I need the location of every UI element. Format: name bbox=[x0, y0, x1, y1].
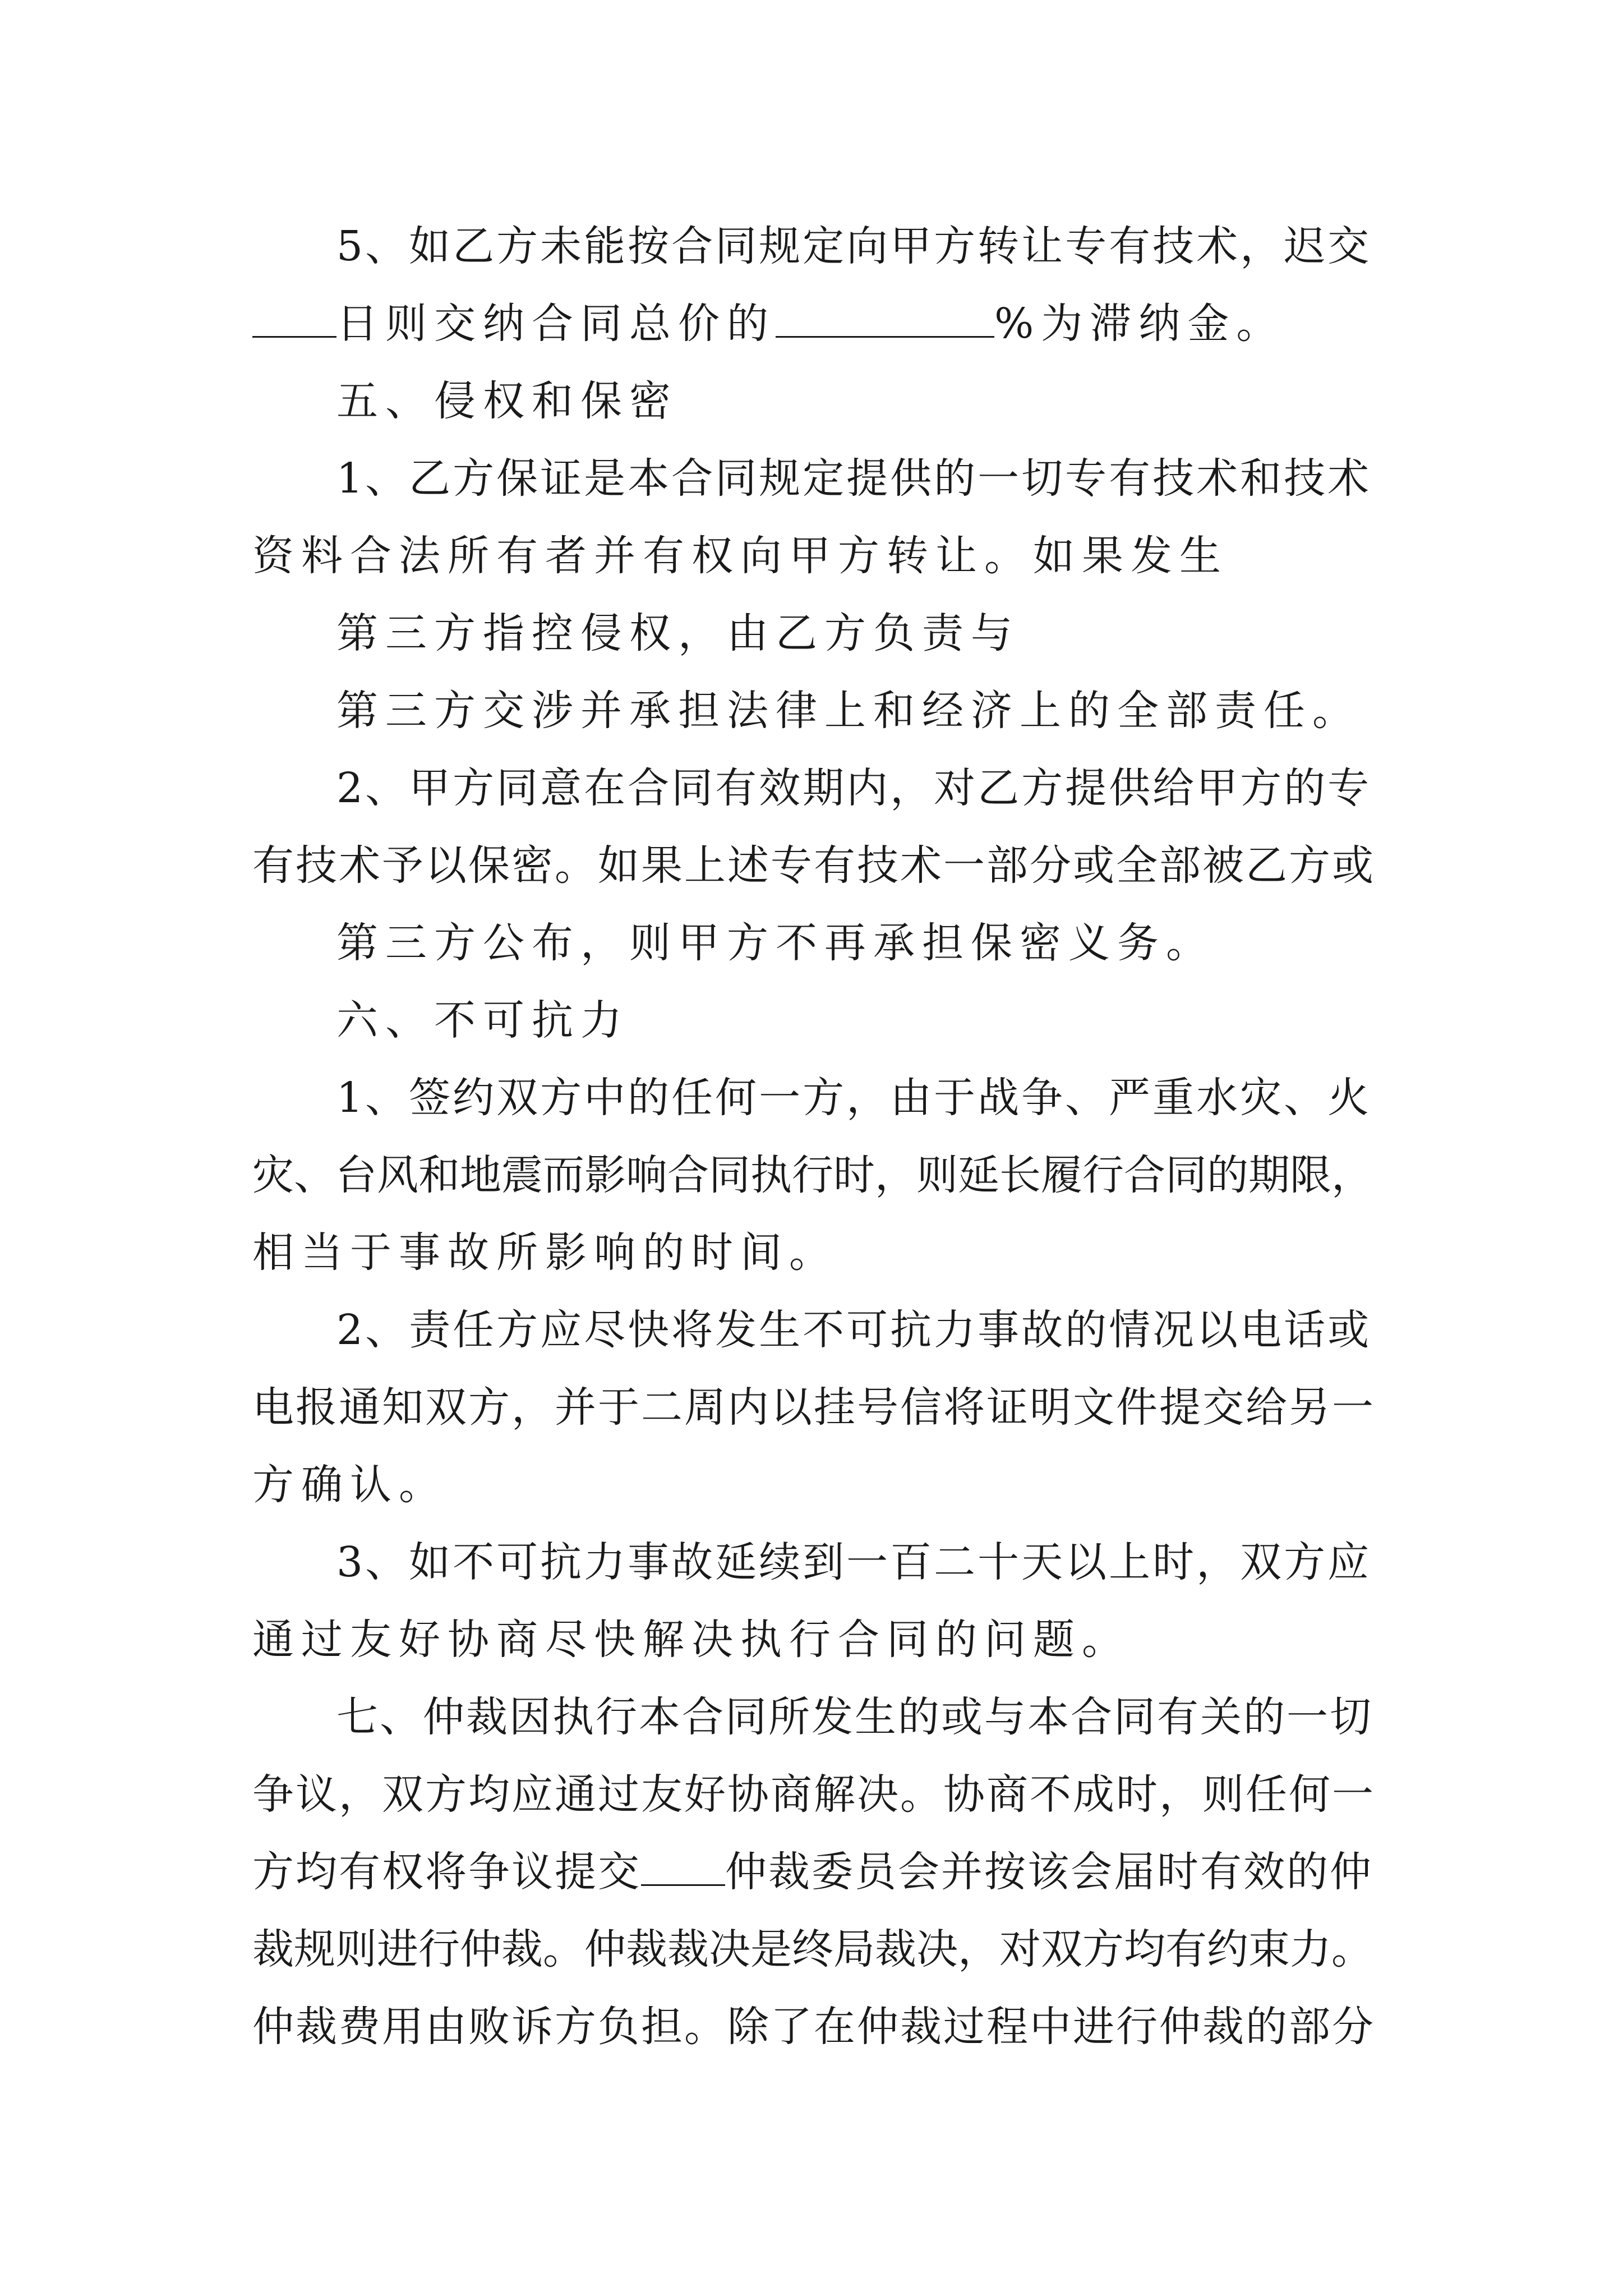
section-7-line-2: 争议，双方均应通过友好协商解决。协商不成时，则任何一 bbox=[252, 1770, 1375, 1819]
clause-5-line-2 bbox=[252, 285, 1380, 362]
section-7-line-1: 七、仲裁因执行本合同所发生的或与本合同有关的一切 bbox=[336, 1693, 1373, 1741]
section-7-line-5: 仲裁费用由败诉方负担。除了在仲裁过程中进行仲裁的部分 bbox=[252, 2003, 1375, 2051]
s6-item-1-line-3: 相当于事故所影响的时间。 bbox=[252, 1228, 838, 1277]
blank-arbitration-body-field bbox=[641, 1852, 725, 1886]
clause-5-text-b: %为滞纳金。 bbox=[994, 300, 1285, 348]
s5-item-1-line-3: 第三方指控侵权，由乙方负责与 bbox=[336, 609, 1020, 657]
s5-item-1-line-4: 第三方交涉并承担法律上和经济上的全部责任。 bbox=[336, 687, 1361, 735]
section-7-line-3 bbox=[252, 1833, 1380, 1911]
s6-item-1-line-2: 灾、台风和地震而影响合同执行时，则延长履行合同的期限， bbox=[252, 1151, 1373, 1199]
contract-body bbox=[252, 208, 1380, 2065]
s6-item-3-line-1: 3、如不可抗力事故延续到一百二十天以上时，双方应 bbox=[336, 1538, 1372, 1586]
section-7-text-a: 方均有权将争议提交 bbox=[252, 1848, 641, 1896]
clause-5-line-1: 5、如乙方未能按合同规定向甲方转让专有技术，迟交 bbox=[336, 222, 1372, 270]
s5-item-2-line-3: 第三方公布，则甲方不再承担保密义务。 bbox=[336, 919, 1215, 967]
s6-item-2-line-3: 方确认。 bbox=[252, 1461, 448, 1509]
s6-item-2-line-2: 电报通知双方，并于二周内以挂号信将证明文件提交给另一 bbox=[252, 1383, 1375, 1432]
blank-days-field bbox=[252, 303, 336, 338]
s5-item-1-line-2: 资料合法所有者并有权向甲方转让。如果发生 bbox=[252, 532, 1228, 580]
s5-item-2-line-2: 有技术予以保密。如果上述专有技术一部分或全部被乙方或 bbox=[252, 841, 1375, 890]
s5-item-1-line-1: 1、乙方保证是本合同规定提供的一切专有技术和技术 bbox=[336, 454, 1372, 503]
s6-item-2-line-1: 2、责任方应尽快将发生不可抗力事故的情况以电话或 bbox=[336, 1306, 1372, 1354]
s5-item-2-line-1: 2、甲方同意在合同有效期内，对乙方提供给甲方的专 bbox=[336, 764, 1372, 812]
section-7-text-b: 仲裁委员会并按该会届时有效的仲 bbox=[725, 1848, 1373, 1896]
s6-item-1-line-1: 1、签约双方中的任何一方，由于战争、严重水灾、火 bbox=[336, 1074, 1372, 1122]
clause-5-text-a: 日则交纳合同总价的 bbox=[336, 300, 776, 348]
section-7-line-4: 裁规则进行仲裁。仲裁裁决是终局裁决，对双方均有约束力。 bbox=[252, 1925, 1373, 1973]
section-6-heading: 六、不可抗力 bbox=[336, 996, 629, 1045]
s6-item-3-line-2: 通过友好协商尽快解决执行合同的问题。 bbox=[252, 1616, 1131, 1664]
blank-percent-field bbox=[776, 303, 994, 338]
section-5-heading: 五、侵权和保密 bbox=[336, 377, 678, 425]
